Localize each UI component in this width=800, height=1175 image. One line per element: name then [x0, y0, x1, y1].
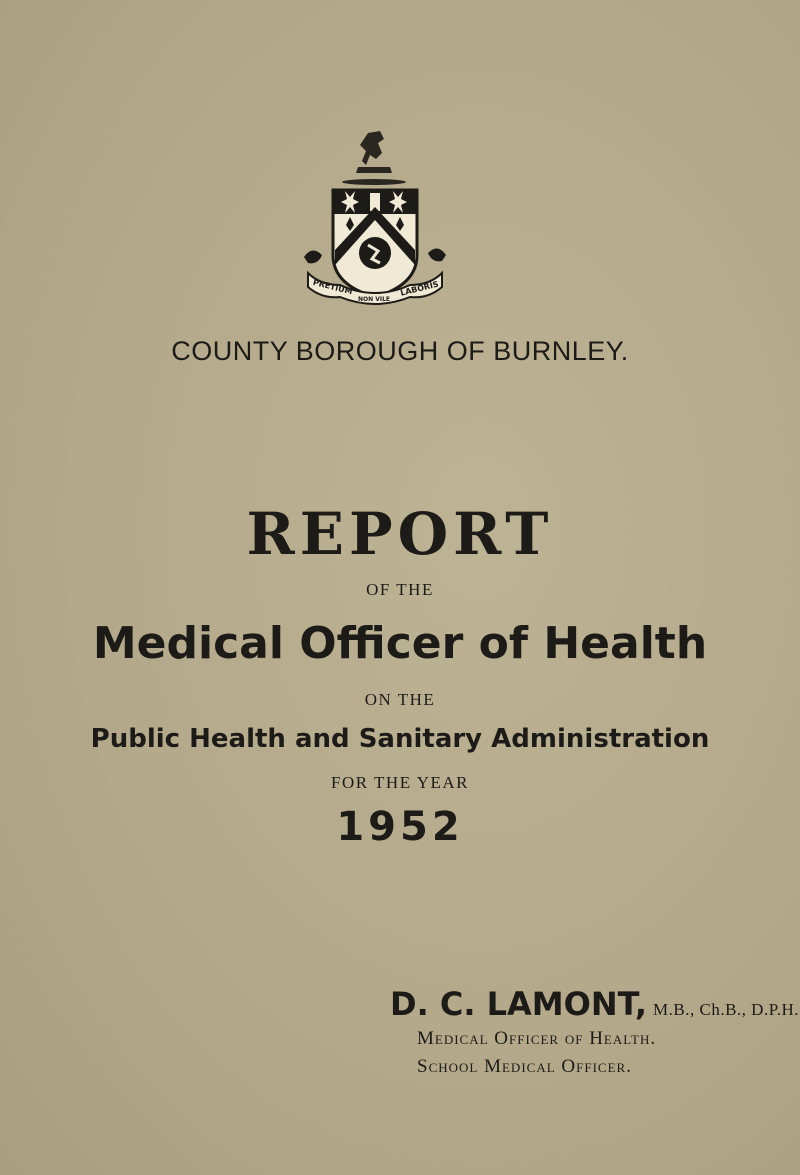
borough-heading: COUNTY BOROUGH OF BURNLEY. [171, 336, 629, 366]
crest-motto-center: NON VILE [358, 296, 391, 303]
subject-title: Public Health and Sanitary Administration [90, 724, 710, 754]
author-name: D. C. LAMONT, [390, 985, 648, 1023]
report-year: 1952 [336, 804, 464, 850]
author-qualifications: M.B., Ch.B., D.P.H. [653, 1000, 800, 1019]
for-the-year-text: FOR THE YEAR [331, 773, 469, 792]
author-role-1: Medical Officer of Health. [417, 1028, 657, 1049]
crest-motto-left: PRETIUM [312, 277, 354, 297]
author-name-line [390, 985, 799, 1023]
author-block [390, 985, 799, 1081]
officer-title: Medical Officer of Health [92, 618, 708, 669]
report-title: REPORT [246, 500, 554, 568]
crest-motto-right: LABORIS [399, 279, 440, 298]
on-the-text: ON THE [364, 690, 436, 709]
author-role-2: School Medical Officer. [417, 1056, 632, 1077]
of-the-text: OF THE [366, 580, 434, 599]
coat-of-arms [300, 125, 450, 305]
